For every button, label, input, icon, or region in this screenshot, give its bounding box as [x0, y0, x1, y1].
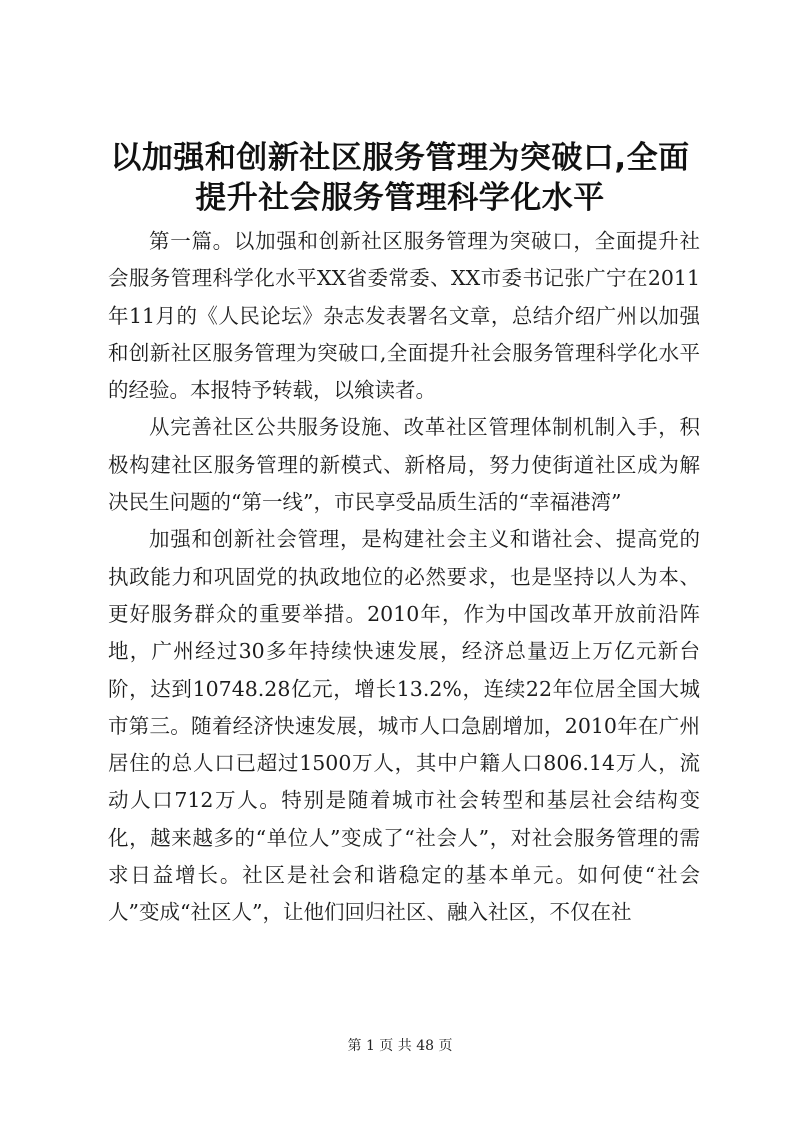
- document-title: 以加强和创新社区服务管理为突破口,全面提升社会服务管理科学化水平: [110, 140, 690, 216]
- paragraph-1: 第一篇。以加强和创新社区服务管理为突破口，全面提升社会服务管理科学化水平XX省委常委、XX市委书记张广宁在2011年11月的《人民论坛》杂志发表署名文章，总结介绍广州以加强和创新社区服务管理为突破口,全面提升社会服务管理科学化水平的经验。本报特予转载，以飨读者。: [108, 229, 700, 403]
- document-body: [108, 223, 700, 932]
- page-number-footer: 第 1 页 共 48 页: [347, 1038, 453, 1054]
- paragraph-2: 从完善社区公共服务设施、改革社区管理体制机制入手，积极构建社区服务管理的新模式、新格局，努力使街道社区成为解决民生问题的“第一线”，市民享受品质生活的“幸福港湾”: [108, 415, 700, 515]
- paragraph-3: 加强和创新社会管理，是构建社会主义和谐社会、提高党的执政能力和巩固党的执政地位的必然要求，也是坚持以人为本、更好服务群众的重要举措。2010年，作为中国改革开放前沿阵地，广州经过30多年持续快速发展，经济总量迈上万亿元新台阶，达到10748.28亿元，增长13.2%，连续22年位居全国大城市第三。随着经济快速发展，城市人口急剧增加，2010年在广州居住的总人口已超过1500万人，其中户籍人口806.14万人，流动人口712万人。特别是随着城市社会转型和基层社会结构变化，越来越多的“单位人”变成了“社会人”，对社会服务管理的需求日益增长。社区是社会和谐稳定的基本单元。如何使“社会人”变成“社区人”，让他们回归社区、融入社区，不仅在社: [108, 527, 700, 925]
